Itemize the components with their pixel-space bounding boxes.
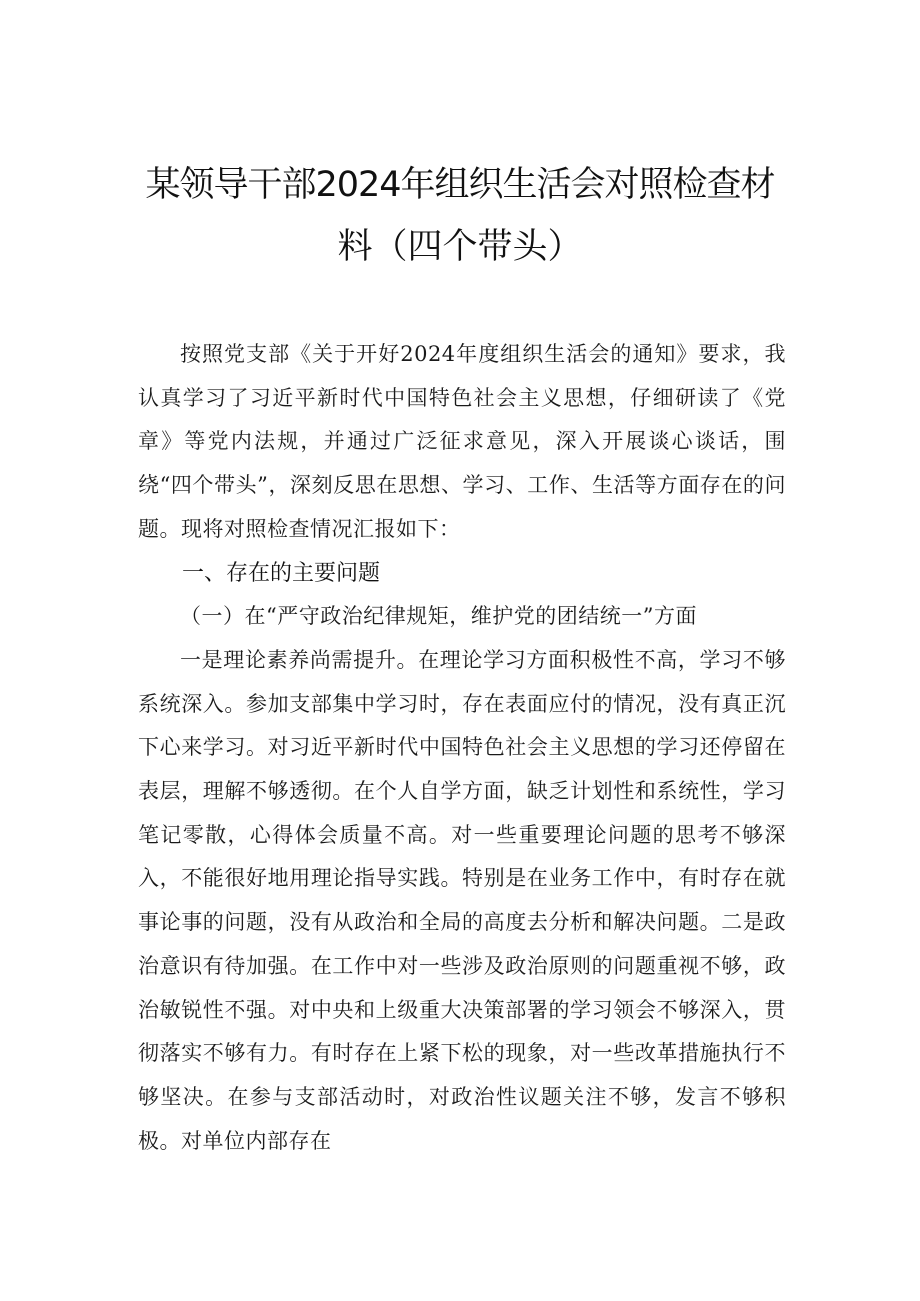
body-paragraph: 一是理论素养尚需提升。在理论学习方面积极性不高，学习不够系统深入。参加支部集中学习时，存在表面应付的情况，没有真正沉下心来学习。对习近平新时代中国特色社会主义思想的学习还停留在表层，理解不够透彻。在个人自学方面，缺乏计划性和系统性，学习笔记零散，心得体会质量不高。对一些重要理论问题的思考不够深入，不能很好地用理论指导实践。特别是在业务工作中，有时存在就事论事的问题，没有从政治和全局的高度去分析和解决问题。二是政治意识有待加强。在工作中对一些涉及政治原则的问题重视不够，政治敏锐性不强。对中央和上级重大决策部署的学习领会不够深入，贯彻落实不够有力。有时存在上紧下松的现象，对一些改革措施执行不够坚决。在参与支部活动时，对政治性议题关注不够，发言不够积极。对单位内部存在 [138, 647, 786, 1153]
subsection-heading: （一）在“严守政治纪律规矩，维护党的团结统一”方面 [180, 604, 697, 629]
document-title-line-2: 料（四个带头） [337, 227, 583, 267]
document-title-line-1: 某领导干部2024年组织生活会对照检查材 [145, 165, 775, 205]
intro-paragraph: 按照党支部《关于开好2024年度组织生活会的通知》要求，我认真学习了习近平新时代中国特色社会主义思想，仔细研读了《党章》等党内法规，并通过广泛征求意见，深入开展谈心谈话，围绕“四个带头”，深刻反思在思想、学习、工作、生活等方面存在的问题。现将对照检查情况汇报如下： [138, 342, 786, 541]
section-heading: 一、存在的主要问题 [182, 560, 381, 586]
document-body [138, 333, 786, 1163]
